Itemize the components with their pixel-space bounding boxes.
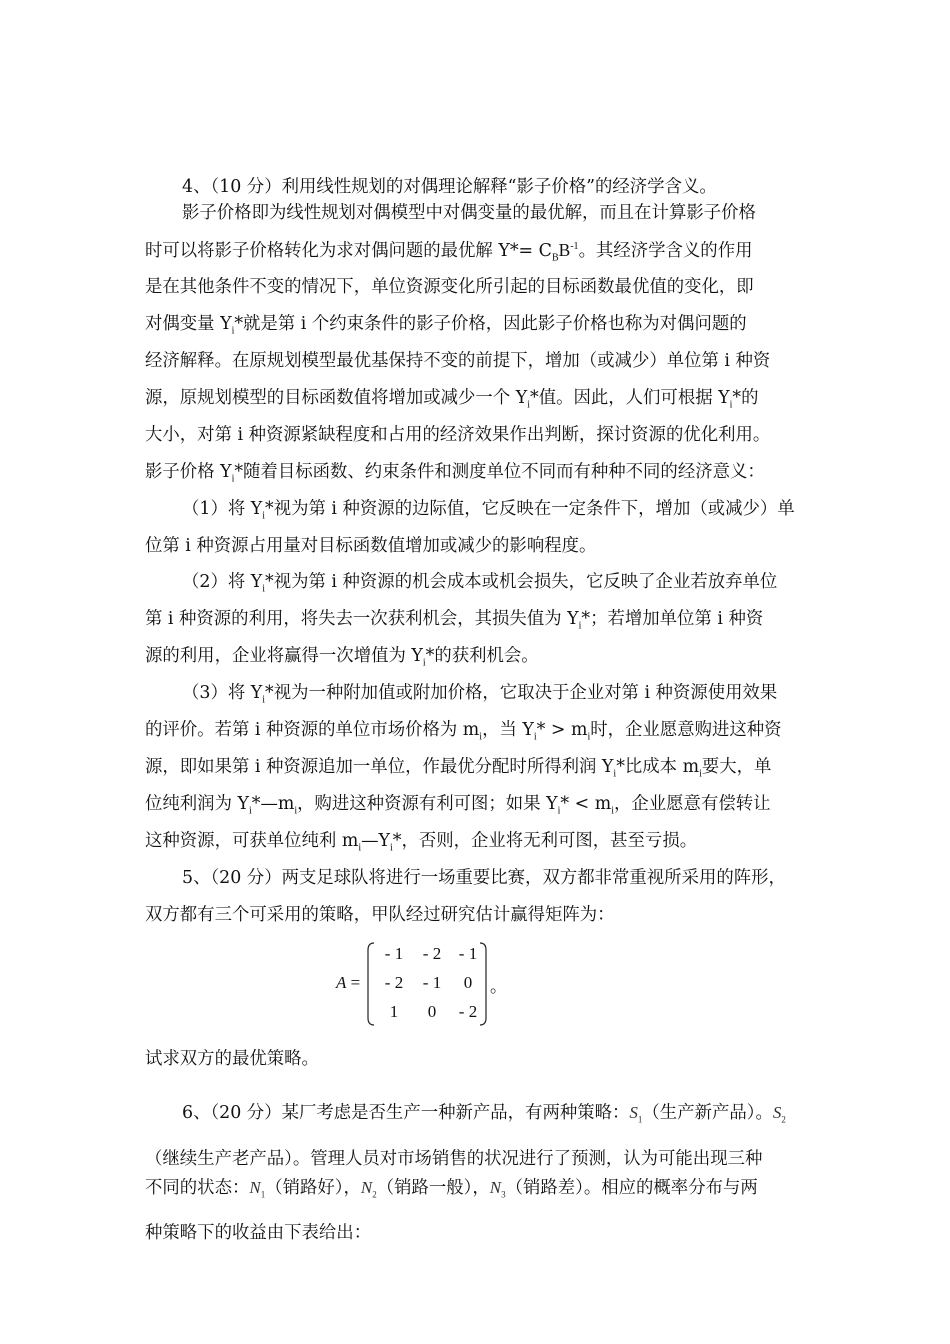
q6-line2: （继续生产老产品）。管理人员对市场销售的状况进行了预测，认为可能出现三种	[145, 1149, 763, 1169]
q4-p2-line1: （1）将 $Y_i*$视为第 i 种资源的边际值，它反映在一定条件下，增加（或减少）单	[182, 499, 795, 522]
q5-line1: 5、（20 分）两支足球队将进行一场重要比赛，双方都非常重视所采用的阵形，	[182, 868, 786, 888]
matrix-cell-1-3: - 1	[458, 944, 478, 963]
state-n2-symbol: $N_2$	[360, 1178, 377, 1200]
q4-p1-line8: 影子价格 $Y_i*$随着目标函数、约束条件和测度单位不同而有种种不同的经济意义：	[145, 462, 765, 485]
state-n3-symbol: $N_3$	[489, 1178, 506, 1200]
matrix-cell-2-2: - 1	[422, 973, 442, 992]
q4-p4-line5: 这种资源，可获单位纯利 $m_i—Y_i*$，否则，企业将无利可图，甚至亏损。	[145, 831, 698, 854]
q4-p4-line3: 源，即如果第 i 种资源追加一单位，作最优分配时所得利润 $Y_i*$比成本 $m_i$要大，单	[145, 757, 772, 780]
q4-p3-line3: 源的利用，企业将赢得一次增值为 $Y_i*$的获利机会。	[145, 646, 539, 669]
q4-p1-line4: 对偶变量 $Y_i*$就是第 i 个约束条件的影子价格，因此影子价格也称为对偶问题的	[145, 314, 747, 337]
q5-line3: 试求双方的最优策略。	[145, 1049, 319, 1069]
matrix-cell-3-3: - 2	[458, 1002, 478, 1021]
matrix-cell-3-1: 1	[389, 1002, 399, 1021]
matrix-cell-2-3: 0	[463, 973, 473, 992]
matrix-cell-3-2: 0	[427, 1002, 437, 1021]
q4-p1-line7: 大小，对第 i 种资源紧缺程度和占用的经济效果作出判断，探讨资源的优化利用。	[145, 425, 771, 445]
q4-p4-line1: （3）将 $Y_i*$视为一种附加值或附加价格，它取决于企业对第 i 种资源使用效果	[182, 683, 778, 706]
q4-p1-line6: 源，原规划模型的目标函数值将增加或减少一个 $Y_i*$值。因此，人们可根据 $Y_i*$的	[145, 388, 759, 411]
q4-p1-line1: 影子价格即为线性规划对偶模型中对偶变量的最优解，而且在计算影子价格	[182, 203, 756, 223]
q4-p1-line2: 时可以将影子价格转化为求对偶问题的最优解 $Y*= C_BB^{-1}$。其经济学含义的作用	[145, 240, 753, 264]
q4-p1-line5: 经济解释。在原规划模型最优基保持不变的前提下，增加（或减少）单位第 i 种资	[145, 351, 771, 371]
q4-p1-line3: 是在其他条件不变的情况下，单位资源变化所引起的目标函数最优值的变化，即	[145, 277, 754, 297]
q4-p2-line2: 位第 i 种资源占用量对目标函数值增加或减少的影响程度。	[145, 536, 597, 556]
q4-p3-line2: 第 i 种资源的利用，将失去一次获利机会，其损失值为 $Y_i*$；若增加单位第 i 种资	[145, 609, 764, 632]
strategy-s1-symbol: $S_1$	[629, 1103, 643, 1125]
matrix-cell-1-2: - 2	[422, 944, 442, 963]
q6-line1: 6、（20 分）某厂考虑是否生产一种新产品，有两种策略：$S_1$（生产新产品）。$S_2$	[182, 1103, 786, 1125]
matrix-cell-2-1: - 2	[384, 973, 404, 992]
q5-line2: 双方都有三个可采用的策略，甲队经过研究估计赢得矩阵为：	[145, 905, 615, 925]
matrix-period: 。	[490, 977, 507, 997]
matrix-cell-1-1: - 1	[384, 944, 404, 963]
state-n1-symbol: $N_1$	[249, 1178, 266, 1200]
q4-p3-line1: （2）将 $Y_i*$视为第 i 种资源的机会成本或机会损失，它反映了企业若放弃单位	[182, 572, 778, 595]
q6-line3: 不同的状态：$N_1$（销路好），$N_2$（销路一般），$N_3$（销路差）。相应的概率分布与两	[145, 1178, 758, 1200]
q4-p4-line2: 的评价。若第 i 种资源的单位市场价格为 $m_i$，当 $Y_i* > m_i$时，企业愿意购进这种资	[145, 720, 782, 743]
q4-p4-line4: 位纯利润为 $Y_i*—m_i$，购进这种资源有利可图；如果 $Y_i* < m_i$，企业愿意有偿转让	[145, 794, 771, 817]
payoff-matrix	[336, 940, 516, 1028]
matrix-lhs: A =	[336, 973, 361, 992]
right-bracket	[478, 942, 488, 1026]
q4-title: 4、（10 分）利用线性规划的对偶理论解释“影子价格”的经济学含义。	[182, 177, 717, 197]
q6-line4: 种策略下的收益由下表给出：	[145, 1223, 372, 1243]
strategy-s2-symbol: $S_2$	[772, 1103, 786, 1125]
